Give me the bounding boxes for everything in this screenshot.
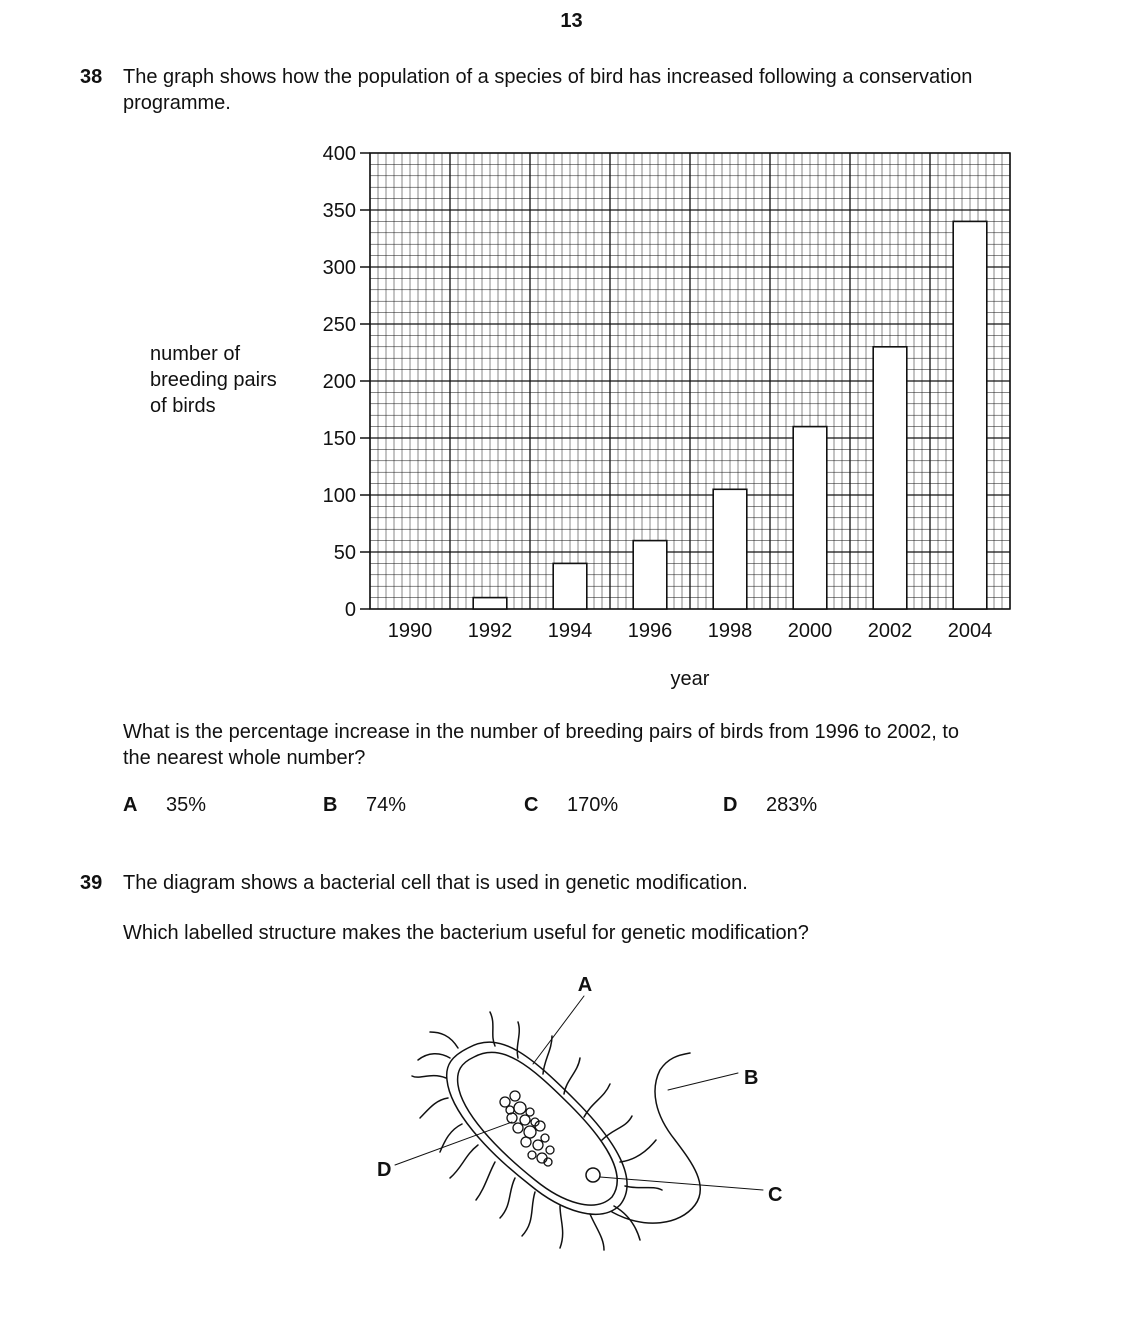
chart-xlabel: year <box>670 668 710 690</box>
x-tick-label: 1994 <box>547 620 593 642</box>
y-tick-label: 250 <box>322 314 356 336</box>
x-tick-label: 2000 <box>787 620 833 642</box>
q38-intro-line1: The graph shows how the population of a species of bird has increased following a conservation <box>123 66 973 88</box>
chart-ylabel-line1: number of <box>150 343 241 365</box>
label-b: B <box>744 1067 759 1089</box>
y-tick-label: 50 <box>333 542 356 564</box>
option-d-letter[interactable]: D <box>723 794 738 816</box>
x-tick-label: 1996 <box>627 620 673 642</box>
chart-y-tick-labels <box>323 143 356 621</box>
option-a-value[interactable]: 35% <box>166 794 207 816</box>
label-d: D <box>377 1159 392 1181</box>
page-number: 13 <box>560 10 583 32</box>
y-tick-label: 200 <box>322 371 356 393</box>
y-tick-label: 350 <box>322 200 356 222</box>
option-a-letter[interactable]: A <box>123 794 138 816</box>
pili <box>412 1012 662 1250</box>
q39-intro: The diagram shows a bacterial cell that is used in genetic modification. <box>123 872 748 894</box>
option-b-letter[interactable]: B <box>323 794 338 816</box>
q38-number: 38 <box>80 66 103 88</box>
q39-question: Which labelled structure makes the bacterium useful for genetic modification? <box>123 922 809 944</box>
y-tick-label: 400 <box>322 143 356 165</box>
y-tick-label: 300 <box>322 257 356 279</box>
x-tick-label: 1998 <box>707 620 753 642</box>
y-tick-label: 0 <box>344 599 356 621</box>
x-tick-label: 1992 <box>467 620 513 642</box>
chart-ylabel-line2: breeding pairs <box>150 369 277 391</box>
q38-question-line2: the nearest whole number? <box>123 747 366 769</box>
label-a-line <box>533 996 584 1064</box>
option-b-value[interactable]: 74% <box>366 794 407 816</box>
x-tick-label: 2002 <box>867 620 913 642</box>
q38-intro-line2: programme. <box>123 92 231 114</box>
bar-1992 <box>473 598 507 609</box>
label-a: A <box>577 974 593 996</box>
option-d-value[interactable]: 283% <box>766 794 818 816</box>
label-c-line <box>600 1177 763 1190</box>
chart-x-tick-labels <box>388 620 993 642</box>
label-b-line <box>668 1073 738 1090</box>
bar-2004 <box>953 221 987 609</box>
q39-number: 39 <box>80 872 103 894</box>
bar-2000 <box>793 427 827 609</box>
bacterial-cell-body <box>447 1042 627 1214</box>
bar-1994 <box>553 563 587 609</box>
bar-1996 <box>633 541 667 609</box>
q38-question-line1: What is the percentage increase in the number of breeding pairs of birds from 1996 to 2002, to <box>123 721 960 743</box>
x-tick-label: 2004 <box>947 620 993 642</box>
bar-1998 <box>713 489 747 609</box>
option-c-letter[interactable]: C <box>524 794 539 816</box>
y-tick-label: 150 <box>322 428 356 450</box>
x-tick-label: 1990 <box>387 620 433 642</box>
bacterium-diagram <box>0 960 1143 1260</box>
dna-loops <box>500 1091 554 1166</box>
option-c-value[interactable]: 170% <box>567 794 619 816</box>
label-c: C <box>768 1184 783 1206</box>
y-tick-label: 100 <box>322 485 356 507</box>
bar-2002 <box>873 347 907 609</box>
plasmid <box>586 1168 600 1182</box>
chart-ylabel-line3: of birds <box>150 395 216 417</box>
